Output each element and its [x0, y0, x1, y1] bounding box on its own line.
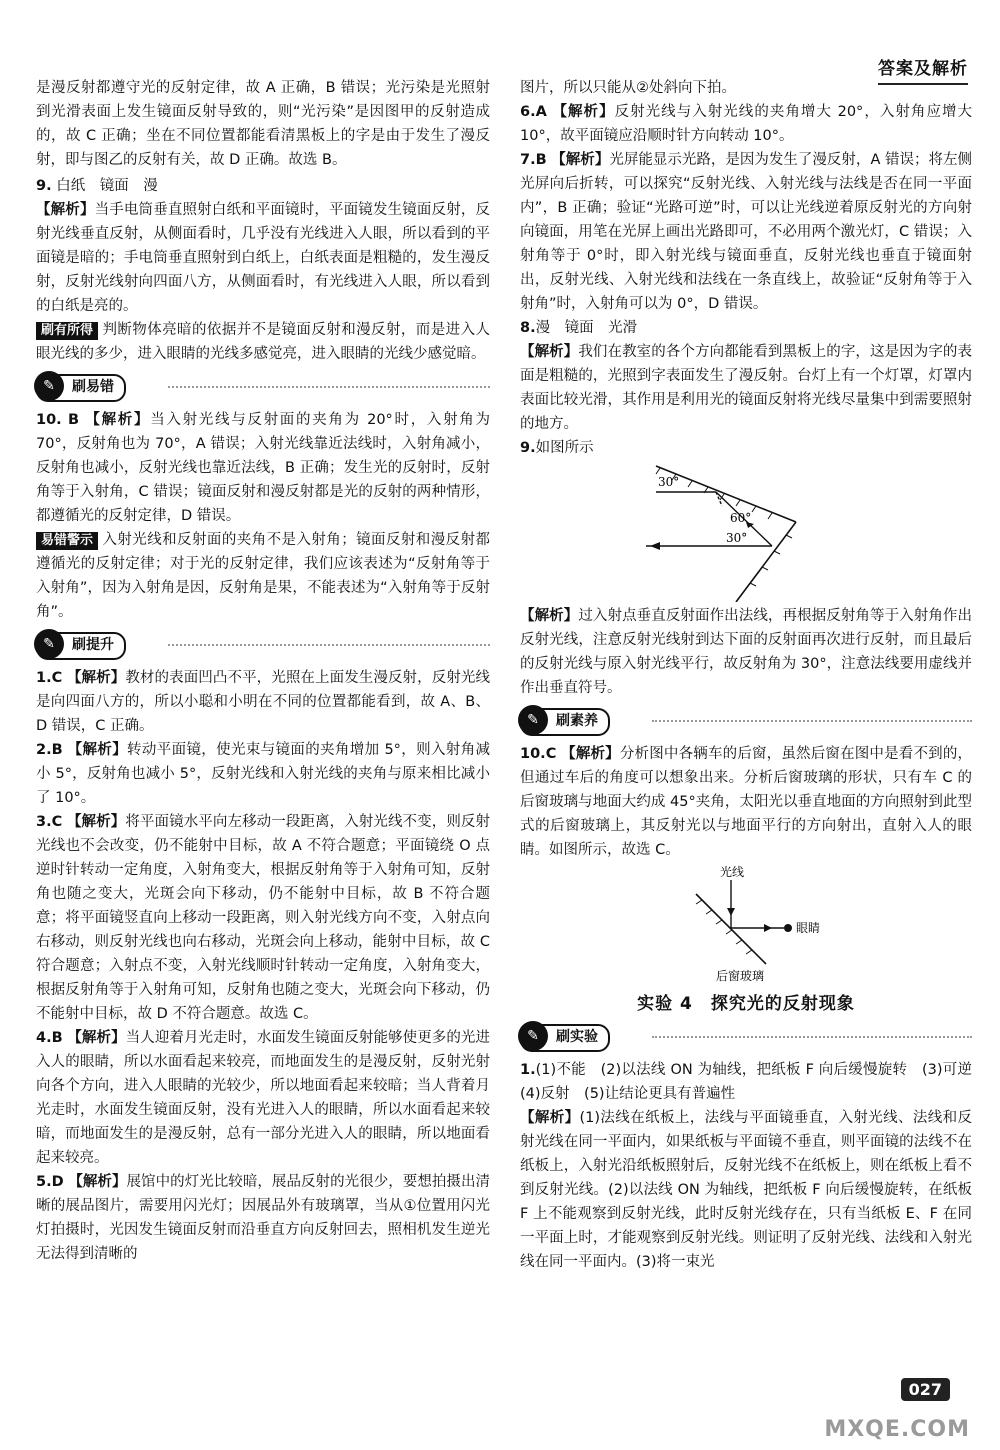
explanation — [520, 604, 972, 700]
section-header — [520, 1022, 972, 1052]
analysis-tag: 【解析】 — [561, 746, 620, 762]
question-number: 10. — [520, 746, 546, 762]
explanation-text: 分析图中各辆车的后窗，虽然后窗在图中是看不到的，但通过车后的角度可以想象出来。分析后窗玻璃的形状，只有车 C 的后窗玻璃与地面大约成 45°夹角，太阳光以垂直地面的方向照射到此型式的后窗玻璃上，其反射光以与地面平行的方向射出，直射入人的眼睛。如图所示，故选 C。 — [520, 746, 973, 858]
answer: 漫 镜面 光滑 — [535, 320, 638, 336]
question-number: 9. — [36, 178, 52, 194]
question-6 — [520, 100, 972, 148]
question-2 — [36, 738, 490, 810]
divider — [168, 386, 490, 388]
answer: B — [51, 1030, 63, 1046]
analysis-tag: 【解析】 — [67, 1030, 126, 1046]
question-number: 7. — [520, 152, 536, 168]
answer: D — [51, 1174, 64, 1190]
reflection-diagram — [646, 462, 846, 602]
question-number: 2. — [36, 742, 52, 758]
answer: C — [51, 670, 63, 686]
explanation-text: 转动平面镜，使光束与镜面的夹角增加 5°，则入射角减小 5°，反射角也减小 5°，反射光线和入射光线的夹角与原来相比减小了 10°。 — [36, 742, 491, 806]
question-9 — [36, 174, 490, 198]
question-5 — [36, 1170, 490, 1266]
label-eye: 眼睛 — [796, 921, 821, 935]
tip-text: 入射光线和反射面的夹角不是入射角；镜面反射和漫反射都遵循光的反射定律；对于光的反射定律，我们应该表述为“反射角等于入射角”，因为入射角是因，反射角是果，不能表述为“入射角等于反射角”。 — [36, 532, 490, 620]
pen-icon: ✎ — [518, 705, 548, 735]
analysis-tag: 【解析】 — [36, 202, 95, 218]
question-number: 1. — [36, 670, 52, 686]
divider — [652, 720, 972, 722]
section-label: 刷易错 — [72, 379, 114, 395]
explanation-text: 过入射点垂直反射面作出法线，再根据反射角等于入射角作出反射光线，注意反射光线射到达下面的反射面再次进行反射，而且最后的反射光线与原入射光线平行，故反射角为 30°，注意法线要用虚线并作出垂直符号。 — [520, 608, 973, 696]
tip — [36, 528, 490, 624]
analysis-tag: 【解析】 — [67, 742, 128, 758]
section-pill — [36, 632, 126, 660]
angle-label: 30° — [726, 531, 748, 545]
section-label: 刷实验 — [556, 1029, 598, 1045]
section-header — [36, 630, 490, 660]
tip-tag: 易错警示 — [36, 532, 98, 550]
question-10 — [520, 742, 972, 862]
label-light: 光线 — [720, 865, 745, 879]
experiment-title: 实验 4 探究光的反射现象 — [637, 994, 855, 1014]
question-9 — [520, 436, 972, 460]
explanation-text: 光屏能显示光路，是因为发生了漫反射，A 错误；将左侧光屏向后折转，可以探究“反射光线、入射光线与法线是否在同一平面内”，B 正确；验证“光路可逆”时，可以让光线逆着原反射光的方向射向镜面，用笔在光屏上画出光路即可，不必用两个激光灯，C 错误；入射角等于 0°时，即入射光线与镜面垂直，反射光线也垂直于镜面射出，反射光线、入射光线和法线在一条直线上，故验证“反射角等于入射角”时，入射角可以为 0°，D 错误。 — [520, 152, 973, 312]
section-label: 刷提升 — [72, 637, 114, 653]
label-glass: 后窗玻璃 — [716, 969, 765, 983]
question-7 — [520, 148, 972, 316]
page-number: 027 — [901, 1378, 950, 1401]
answer: C — [545, 746, 557, 762]
answer: B — [68, 412, 80, 428]
explanation-text: 教材的表面凹凸不平，光照在上面发生漫反射，反射光线是向四面八方的，所以小聪和小明在不同的位置都能看到，故 A、B、D 错误，C 正确。 — [36, 670, 491, 734]
paragraph: 是漫反射都遵守光的反射定律，故 A 正确，B 错误；光污染是光照射到光滑表面上发生镜面反射导致的，则“光污染”是因图甲的反射造成的，故 C 正确；坐在不同位置都能看清黑板上的字是由于发生了漫反射，即与图乙的反射有关，故 D 正确。故选 B。 — [36, 80, 490, 168]
arrow-icon — [764, 924, 772, 932]
rear-window-diagram — [656, 864, 836, 984]
analysis-tag: 【解析】 — [66, 814, 126, 830]
tip — [36, 318, 490, 366]
question-number: 8. — [520, 320, 536, 336]
explanation — [36, 198, 490, 318]
question-number: 10. — [36, 412, 62, 428]
analysis-tag: 【解析】 — [520, 344, 579, 360]
explanation-text: 当手电筒垂直照射白纸和平面镜时，平面镜发生镜面反射，反射光线垂直反射，从侧面看时，几乎没有光线进入人眼，所以看到的平面镜是暗的；手电筒垂直照射到白纸上，白纸表面是粗糙的，发生漫反射，反射光线射向四面八方，从侧面看时，有光线进入人眼，所以看到的白纸是亮的。 — [36, 202, 491, 314]
explanation-text: 当入射光线与反射面的夹角为 20°时，入射角为 70°，反射角也为 70°，A 错误；入射光线靠近法线时，入射角减小，反射角也减小，反射光线也靠近法线，B 正确；发生光的反射时，反射角等于入射角，C 错误；镜面反射和漫反射都是光的反射的两种情形，都遵循光的反射定律，D 错误。 — [36, 412, 491, 524]
experiment-question-1 — [520, 1058, 987, 1106]
angle-label: 60° — [730, 511, 752, 525]
explanation-text: 将平面镜水平向左移动一段距离，入射光线不变，则反射光线也不会改变，仍不能射中目标，故 A 不符合题意；平面镜绕 O 点逆时针转动一定角度，入射角变大，根据反射角等于入射角可知，反射角也随之变大，光斑会向下移动，仍不能射中目标，故 B 不符合题意；将平面镜竖直向上移动一段距离，则入射光线方向不变，入射点向右移动，则反射光线也向右移动，光斑会向上移动，能射中目标，故 C 符合题意；入射点不变，入射光线顺时针转动一定角度，入射角变大，根据反射角等于入射角可知，反射角也随之变大，光斑会向下移动，仍不能射中目标，故 D 不符合题意。故选 C。 — [36, 814, 491, 1022]
explanation-text: 反射光线与入射光线的夹角增大 20°，入射角应增大 10°，故平面镜应沿顺时针方向转动 10°。 — [520, 104, 973, 144]
pen-icon: ✎ — [34, 629, 64, 659]
answer: A — [535, 104, 547, 120]
answer: 白纸 镜面 漫 — [56, 178, 158, 194]
analysis-tag: 【解析】 — [68, 1174, 127, 1190]
section-pill — [520, 708, 610, 736]
arrow-icon — [650, 542, 660, 550]
analysis-tag: 【解析】 — [66, 670, 126, 686]
explanation — [520, 1106, 972, 1274]
answer: C — [51, 814, 63, 830]
arrow-icon — [727, 908, 735, 916]
question-10 — [36, 408, 490, 528]
eye-icon — [784, 924, 792, 932]
analysis-tag: 【解析】 — [551, 152, 610, 168]
question-number: 4. — [36, 1030, 52, 1046]
explanation — [520, 340, 972, 436]
question-3 — [36, 810, 490, 1026]
angle-label: 30° — [658, 475, 680, 489]
tip-text: 判断物体亮暗的依据并不是镜面反射和漫反射，而是进入人眼光线的多少，进入眼睛的光线多感觉亮，进入眼睛的光线少感觉暗。 — [36, 322, 490, 362]
section-pill — [520, 1024, 610, 1052]
question-4 — [36, 1026, 490, 1170]
question-number: 6. — [520, 104, 536, 120]
divider — [652, 1036, 972, 1038]
paragraph: 图片，所以只能从②处斜向下拍。 — [520, 80, 736, 96]
tip-tag: 刷有所得 — [36, 322, 98, 340]
section-header — [36, 372, 490, 402]
header-title: 答案及解析 — [878, 54, 968, 85]
explanation-text: 当人迎着月光走时，水面发生镜面反射能够使更多的光进入人的眼睛，所以水面看起来较亮，而地面发生的是漫反射，反射光射向各个方向，进入人眼睛的光较少，所以地面看起来较暗；当人背着月光走时，水面发生镜面反射，没有光进入人的眼睛，所以水面看起来较暗，而地面发生的是漫反射，总有一部分光进入人的眼睛，所以地面看起来较亮。 — [36, 1030, 491, 1166]
analysis-tag: 【解析】 — [520, 608, 579, 624]
right-column — [520, 76, 987, 1274]
answer: 如图所示 — [535, 440, 594, 456]
question-number: 9. — [520, 440, 536, 456]
pen-icon: ✎ — [518, 1021, 548, 1051]
left-column — [36, 76, 490, 1266]
divider — [168, 644, 490, 646]
analysis-tag: 【解析】 — [85, 412, 151, 428]
analysis-tag: 【解析】 — [552, 104, 615, 120]
section-pill — [36, 374, 126, 402]
analysis-tag: 【解析】 — [520, 1110, 580, 1126]
section-header — [520, 706, 972, 736]
explanation-text: 展馆中的灯光比较暗，展品反射的光很少，要想拍摄出清晰的展品图片，需要用闪光灯；因展品外有玻璃罩，当从①位置用闪光灯拍摄时，光因发生镜面反射而沿垂直方向反射回去，照相机发生逆光无法得到清晰的 — [36, 1174, 491, 1262]
answer: B — [51, 742, 63, 758]
watermark: MXQE.COM — [824, 1417, 970, 1442]
answer: (1)不能 (2)以法线 ON 为轴线，把纸板 F 向后缓慢旋转 (3)可逆 (4)反射 (5)让结论更具有普遍性 — [520, 1062, 987, 1102]
question-number: 1. — [520, 1062, 536, 1078]
section-label: 刷素养 — [556, 713, 598, 729]
explanation-text: 我们在教室的各个方向都能看到黑板上的字，这是因为字的表面是粗糙的，光照到字表面发生了漫反射。台灯上有一个灯罩，灯罩内表面比较光滑，其作用是利用光的镜面反射将光线尽量集中到需要照射的地方。 — [520, 344, 973, 432]
question-8 — [520, 316, 972, 340]
question-number: 5. — [36, 1174, 52, 1190]
question-number: 3. — [36, 814, 52, 830]
explanation-text: (1)法线在纸板上，法线与平面镜垂直，入射光线、法线和反射光线在同一平面内，如果纸板与平面镜不垂直，则平面镜的法线不在纸板上，入射光沿纸板照射后，反射光线不在纸板上，则在纸板上看不到反射光线。(2)以法线 ON 为轴线，把纸板 F 向后缓慢旋转，在纸板 F 上不能观察到反射光线，此时反射光线存在，只有当纸板 E、F 在同一平面上时，才能观察到反射光线。则证明了反射光线、法线和入射光线在同一平面内。(3)将一束光 — [520, 1110, 972, 1270]
pen-icon: ✎ — [34, 371, 64, 401]
answer: B — [535, 152, 547, 168]
question-1 — [36, 666, 490, 738]
